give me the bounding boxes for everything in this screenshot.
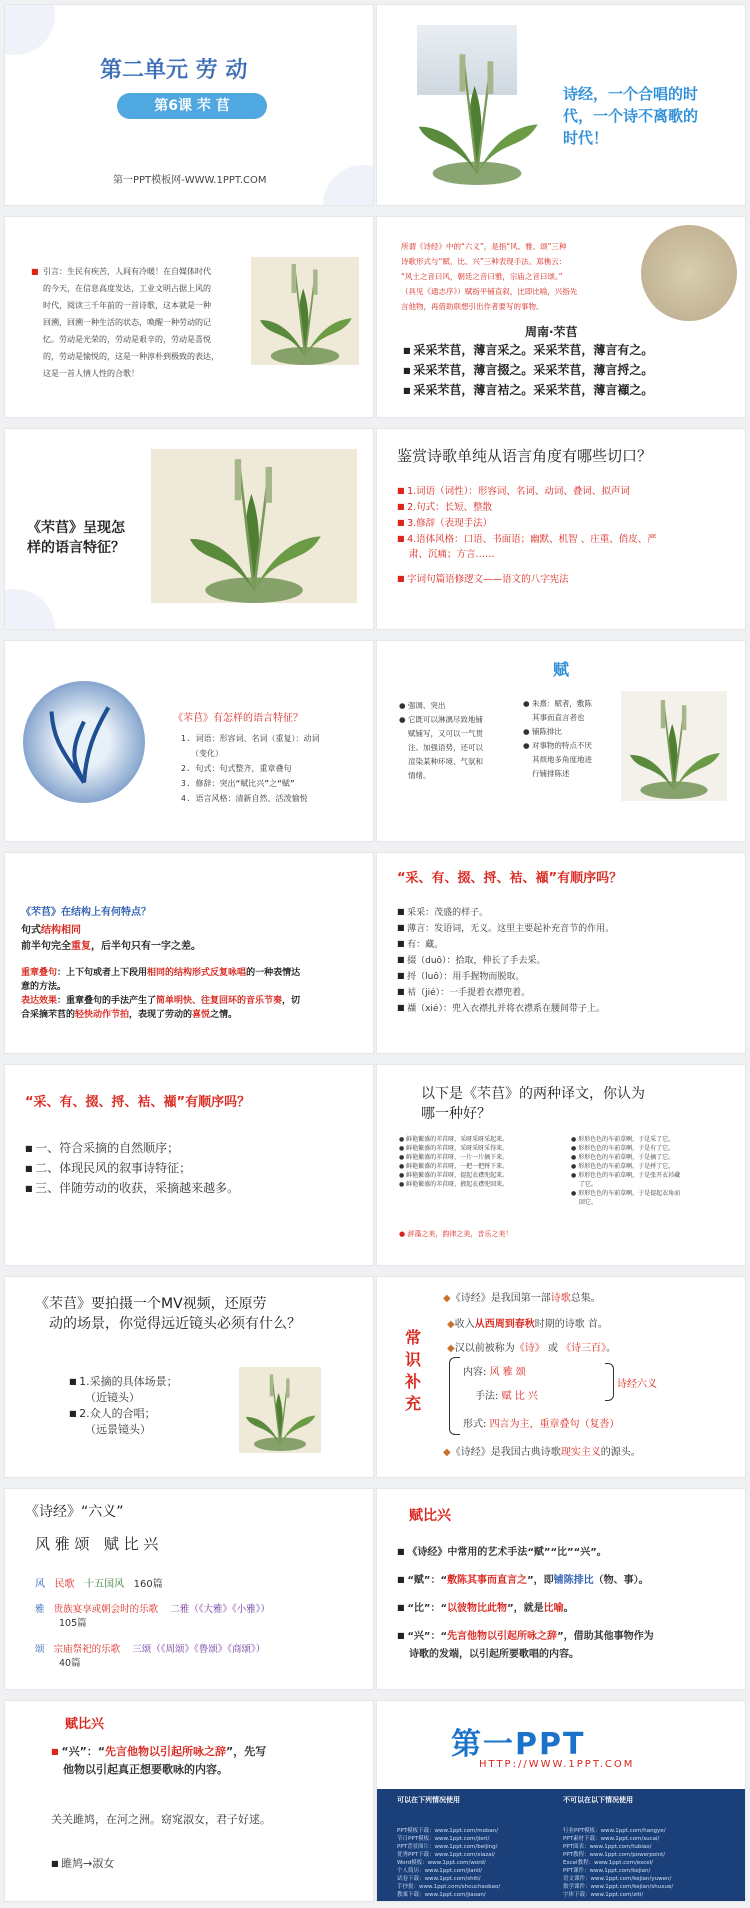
slide-14-knowledge — [376, 1276, 746, 1478]
slide-1-title — [4, 4, 374, 206]
knowledge-line: ◆收入从西周到春秋时期的诗歌 首。 — [447, 1319, 608, 1330]
plant-illustration — [407, 45, 547, 185]
knowledge-method: 手法: 赋 比 兴 — [475, 1391, 538, 1402]
word-item: ■ 掇（duō）：拾取，伸长了手去采。 — [397, 953, 546, 966]
word-item: ■ 薄言：发语词，无义。这里主要起补充音节的作用。 — [397, 921, 614, 934]
bullet: ■ — [31, 267, 39, 276]
brand-url: HTTP://WWW.1PPT.COM — [479, 1759, 635, 1770]
mv-item-note: （远景镜头） — [85, 1423, 151, 1436]
slide-5-question — [4, 428, 374, 630]
structure-line: 意的方法。 — [21, 982, 67, 992]
fbx-line: ■ 《诗经》中常用的艺术手法“赋”“比”“兴”。 — [397, 1543, 607, 1558]
xing-example: ■ 雎鸠→淑女 — [51, 1855, 114, 1871]
slide-16-fubixing — [376, 1488, 746, 1690]
angle-motto: ■ 字词句篇语修逻文——语文的八字宪法 — [397, 571, 569, 585]
fu-right: ● 朱熹：赋者，敷陈 其事而直言者也 ● 铺陈排比 ● 对事物的特点不厌 其烦地多角度地进 行铺排陈述 — [523, 699, 592, 778]
slide10-title: “采、有、掇、捋、袺、襭”有顺序吗？ — [397, 871, 623, 886]
knowledge-line: ◆《诗经》是我国古典诗歌现实主义的源头。 — [443, 1447, 641, 1458]
angle-item: ■ 1.词语（词性）：形容词、名词、动词、叠词、拟声词 — [397, 483, 630, 497]
plant-painting — [251, 257, 359, 365]
slide2-line3: 时代！ — [563, 129, 609, 147]
slide17-title: 赋比兴 — [65, 1717, 105, 1732]
mv-item: ■ 1.采摘的具体场景； — [69, 1373, 178, 1389]
angle-item: ■ 3.修辞（表现手法） — [397, 515, 492, 529]
slide-11-order — [4, 1064, 374, 1266]
brace — [449, 1357, 460, 1435]
fbx-line: ■ “比”：“以彼物比此物”，就是比喻。 — [397, 1599, 574, 1614]
lesson-badge: 第6课 芣 苢 — [117, 93, 267, 119]
liuyi-intro: 所谓《诗经》中的“六义”，是指“风、雅、颂”三种 诗歌形式与“赋、比、兴”三种表现手法。郑樵云： “风土之音曰风，朝廷之音曰雅，宗庙之音曰颂。” （具见《通志序》）赋指平铺直叙，比即比喻，兴指先 言他物，再借助联想引出作者要写的事物。 — [401, 242, 578, 311]
mv-item-note: （近镜头） — [85, 1391, 140, 1404]
slide-10-words — [376, 852, 746, 1054]
usage-forbidden: 不可以在以下情况使用 — [563, 1796, 633, 1804]
slide7-title: 《芣苢》有怎样的语言特征？ — [173, 713, 303, 724]
fbx-line: ■ “赋”：“敷陈其事而直言之”，即铺陈排比（物、事）。 — [397, 1571, 649, 1586]
structure-line: 合采摘芣苢的轻快动作节拍，表现了劳动的喜悦之情。 — [21, 1010, 238, 1020]
slide-3-preface — [4, 216, 374, 418]
poem-line: ■ 采采芣苢，薄言掇之。采采芣苢，薄言捋之。 — [403, 361, 653, 378]
slide-18-ad — [376, 1700, 746, 1902]
usage-allowed: 可以在下列情况使用 — [397, 1796, 460, 1804]
angle-item: ■ 4.语体风格：口语、书面语；幽默、机智 、庄重、俏皮、严 — [397, 531, 657, 545]
order-item: ■ 二、体现民风的叙事诗特征； — [25, 1159, 191, 1176]
xing-line: ■ “兴”：“先言他物以引起所咏之辞”，先写 — [51, 1743, 266, 1759]
order-item: ■ 一、符合采摘的自然顺序； — [25, 1139, 179, 1156]
slide-17-xing — [4, 1700, 374, 1902]
slide11-title: “采、有、掇、捋、袺、襭”有顺序吗？ — [25, 1095, 251, 1110]
ya-count: 105篇 — [59, 1618, 87, 1629]
plant-painting — [239, 1367, 321, 1453]
word-item: ■ 襭（xié）：兜入衣襟扎并将衣襟系在腰间带子上。 — [397, 1001, 605, 1014]
xing-line-cont: 他物以引起真正想要歌咏的内容。 — [63, 1763, 228, 1776]
slide-15-liuyi-table — [4, 1488, 374, 1690]
mv-question-1: 《芣苢》要拍摄一个MV视频，还原劳 — [35, 1296, 267, 1312]
fbx-line: ■ “兴”：“先言他物以引起所咏之辞”，借助其他事物作为 — [397, 1627, 654, 1642]
mv-question-2: 动的场景，你觉得远近镜头必须有什么？ — [49, 1316, 301, 1332]
liuyi-big: 风 雅 颂 赋 比 兴 — [35, 1535, 159, 1553]
slide12-title-1: 以下是《芣苢》的两种译文，你认为 — [421, 1086, 645, 1102]
preface-text: 引言：生民有疾苦，人间有冷暖！在自媒体时代 的今天，在信息高度发达，工业文明占据上风的 时代，阅读三千年前的一首诗歌，这本就是一种 回溯，回溯一种生活的状态，唤醒一种劳动的记 忆。劳动是光荣的，劳动是艰辛的，劳动是喜悦 的，劳动是愉悦的，这是一种淳朴到极致的表达， 这是一首人情人性的合歌！ — [43, 267, 219, 378]
knowledge-content: 内容: 风 雅 颂 — [463, 1367, 526, 1378]
song-row: 颂 宗庙祭祀的乐歌 三颂（《周颂》《鲁颂》《商颂》） — [35, 1644, 266, 1655]
word-item: ■ 有：藏。 — [397, 937, 443, 950]
porcelain-plate — [23, 681, 145, 803]
structure-line: 表达效果：重章叠句的手法产生了简单明快、往复回环的音乐节奏，切 — [21, 996, 301, 1006]
knowledge-line: ◆《诗经》是我国第一部诗歌总集。 — [443, 1293, 601, 1304]
slide-12-translations — [376, 1064, 746, 1266]
plant-sketch — [621, 691, 727, 801]
feature-list: 1. 词语：形容词、名词（重复）：动词 （变化） 2. 句式：句式整齐，重章叠句 3. 修辞：突出“赋比兴”之“赋” 4. 语言风格：清新自然、活泼愉悦 — [181, 734, 320, 803]
slide2-line1: 诗经，一个合唱的时 — [563, 85, 699, 103]
plant-painting — [151, 449, 357, 603]
order-item: ■ 三、伴随劳动的收获，采摘越来越多。 — [25, 1179, 239, 1196]
slide-2-intro — [376, 4, 746, 206]
knowledge-form: 形式: 四言为主，重章叠句（复沓） — [463, 1419, 620, 1430]
unit-title: 第二单元 劳 动 — [100, 58, 248, 83]
painting-circle — [641, 225, 737, 321]
fu-left: ● 强调、突出 ● 它既可以淋漓尽致地铺 赋铺写，又可以一气贯 注、加强语势，还可以 渲染某种环境、气氛和 情绪。 — [399, 701, 483, 780]
liuyi-label: 诗经六义 — [617, 1379, 657, 1390]
slide-7-features — [4, 640, 374, 842]
structure-line: 重章叠句：上下句或者上下段用相同的结构形式反复咏唱的一种表情达 — [21, 968, 301, 978]
poem-example: 关关雎鸠，在河之洲。窈窕淑女，君子好逑。 — [51, 1813, 271, 1826]
poem-line: ■ 采采芣苢，薄言采之。采采芣苢，薄言有之。 — [403, 341, 653, 358]
angle-item: ■ 2.句式：长短、整散 — [397, 499, 492, 513]
fbx-line-cont: 诗歌的发端，以引起所要歌唱的内容。 — [409, 1649, 579, 1660]
translation-note: ● 辞藻之美，韵律之美，音乐之美！ — [399, 1230, 513, 1238]
mv-item: ■ 2.众人的合唱； — [69, 1405, 156, 1421]
slide-4-liuyi — [376, 216, 746, 418]
feng-row: 风 民歌 十五国风 160篇 — [35, 1579, 163, 1590]
slide2-line2: 代，一个诗不离歌的 — [563, 107, 699, 125]
slide15-title: 《诗经》“六义” — [25, 1504, 124, 1520]
slide16-title: 赋比兴 — [409, 1508, 451, 1524]
slide-13-mv — [4, 1276, 374, 1478]
ya-row: 雅 贵族宴享或朝会时的乐歌 二雅（《大雅》《小雅》） — [35, 1604, 270, 1615]
slide12-title-2: 哪一种好？ — [421, 1106, 491, 1122]
question-line1: 《芣苢》呈现怎 — [27, 520, 125, 536]
slide-9-structure — [4, 852, 374, 1054]
translation-right: ● 形形色色的车前草啊，于是采了它。 ● 形形色色的车前草啊，于是有了它。 ● 形形色色的车前草啊，于是摘了它。 ● 形形色色的车前草啊，于是捋了它。 ● 形形色色的车前草啊，于是张开衣衫藏 了它。 ● 形形色色的车前草啊，于是提起衣角而 回它。 — [571, 1136, 681, 1206]
question-line2: 样的语言特征？ — [27, 540, 125, 556]
song-count: 40篇 — [59, 1658, 81, 1669]
brace-right — [605, 1363, 614, 1401]
knowledge-line: ◆汉以前被称为《诗》 或 《诗三百》。 — [447, 1343, 617, 1354]
word-item: ■ 袺（jié）：一手提着衣襟兜着。 — [397, 985, 530, 998]
link-list-right: 行业PPT模板：www.1ppt.com/hangye/ PPT素材下载：www.1ppt.com/sucai/ PPT图表：www.1ppt.com/tubiao/ PPT教程：www.1ppt.com/powerpoint/ Excel教程：www.1ppt.com/excel/ PPT课件：www.1ppt.com/kejian/ 语文课件：www.1ppt.com/kejian/yuwen/ 数学课件：www.1ppt.com/kejian/shuxue/ 字体下载：www.1ppt.com/ziti/ — [563, 1828, 674, 1898]
poem-title: 周南·芣苢 — [525, 325, 578, 339]
structure-line: 句式结构相同 — [21, 925, 81, 936]
site-credit: 第一PPT模板网-WWW.1PPT.COM — [113, 175, 267, 186]
slide-8-fu — [376, 640, 746, 842]
translation-left: ● 鲜艳繁盛的芣苢呀，采呀采呀采起来。 ● 鲜艳繁盛的芣苢呀，采呀采呀采得来。 ● 鲜艳繁盛的芣苢呀，一片一片摘下来。 ● 鲜艳繁盛的芣苢呀，一把一把捋下来。 ● 鲜艳繁盛的芣苢呀，提起衣襟兜起来。 ● 鲜艳繁盛的芣苢呀，掖起衣襟兜回来。 — [399, 1136, 509, 1188]
slide6-title: 鉴赏诗歌单纯从语言角度有哪些切口？ — [397, 447, 653, 465]
ad-footer — [377, 1789, 746, 1902]
side-title: 常 识 补 充 — [405, 1328, 422, 1413]
brand-logo: 第一PPT — [451, 1727, 586, 1762]
structure-line: 前半句完全重复，后半句只有一字之差。 — [21, 941, 201, 952]
structure-question: 《芣苢》在结构上有何特点？ — [21, 907, 151, 918]
angle-item-cont: 肃、沉痛；方言…… — [409, 549, 495, 560]
slide8-title: 赋 — [553, 660, 570, 679]
word-item: ■ 捋（luō）：用手握物而脱取。 — [397, 969, 524, 982]
word-item: ■ 采采：茂盛的样子。 — [397, 905, 488, 918]
link-list-left: PPT模板下载：www.1ppt.com/moban/ 节日PPT模板：www.1ppt.com/jieri/ PPT背景图片：www.1ppt.com/beijing/ 优秀PPT下载：www.1ppt.com/xiazai/ Word模板：www.1ppt.com/word/ 个人简历：www.1ppt.com/jianli/ 试卷下载：www.1ppt.com/shiti/ 手抄报：www.1ppt.com/shouchaobao/ 教案下载：www.1ppt.com/jiaoan/ — [397, 1828, 501, 1898]
slide-6-angles — [376, 428, 746, 630]
poem-line: ■ 采采芣苢，薄言袺之。采采芣苢，薄言襭之。 — [403, 381, 653, 398]
